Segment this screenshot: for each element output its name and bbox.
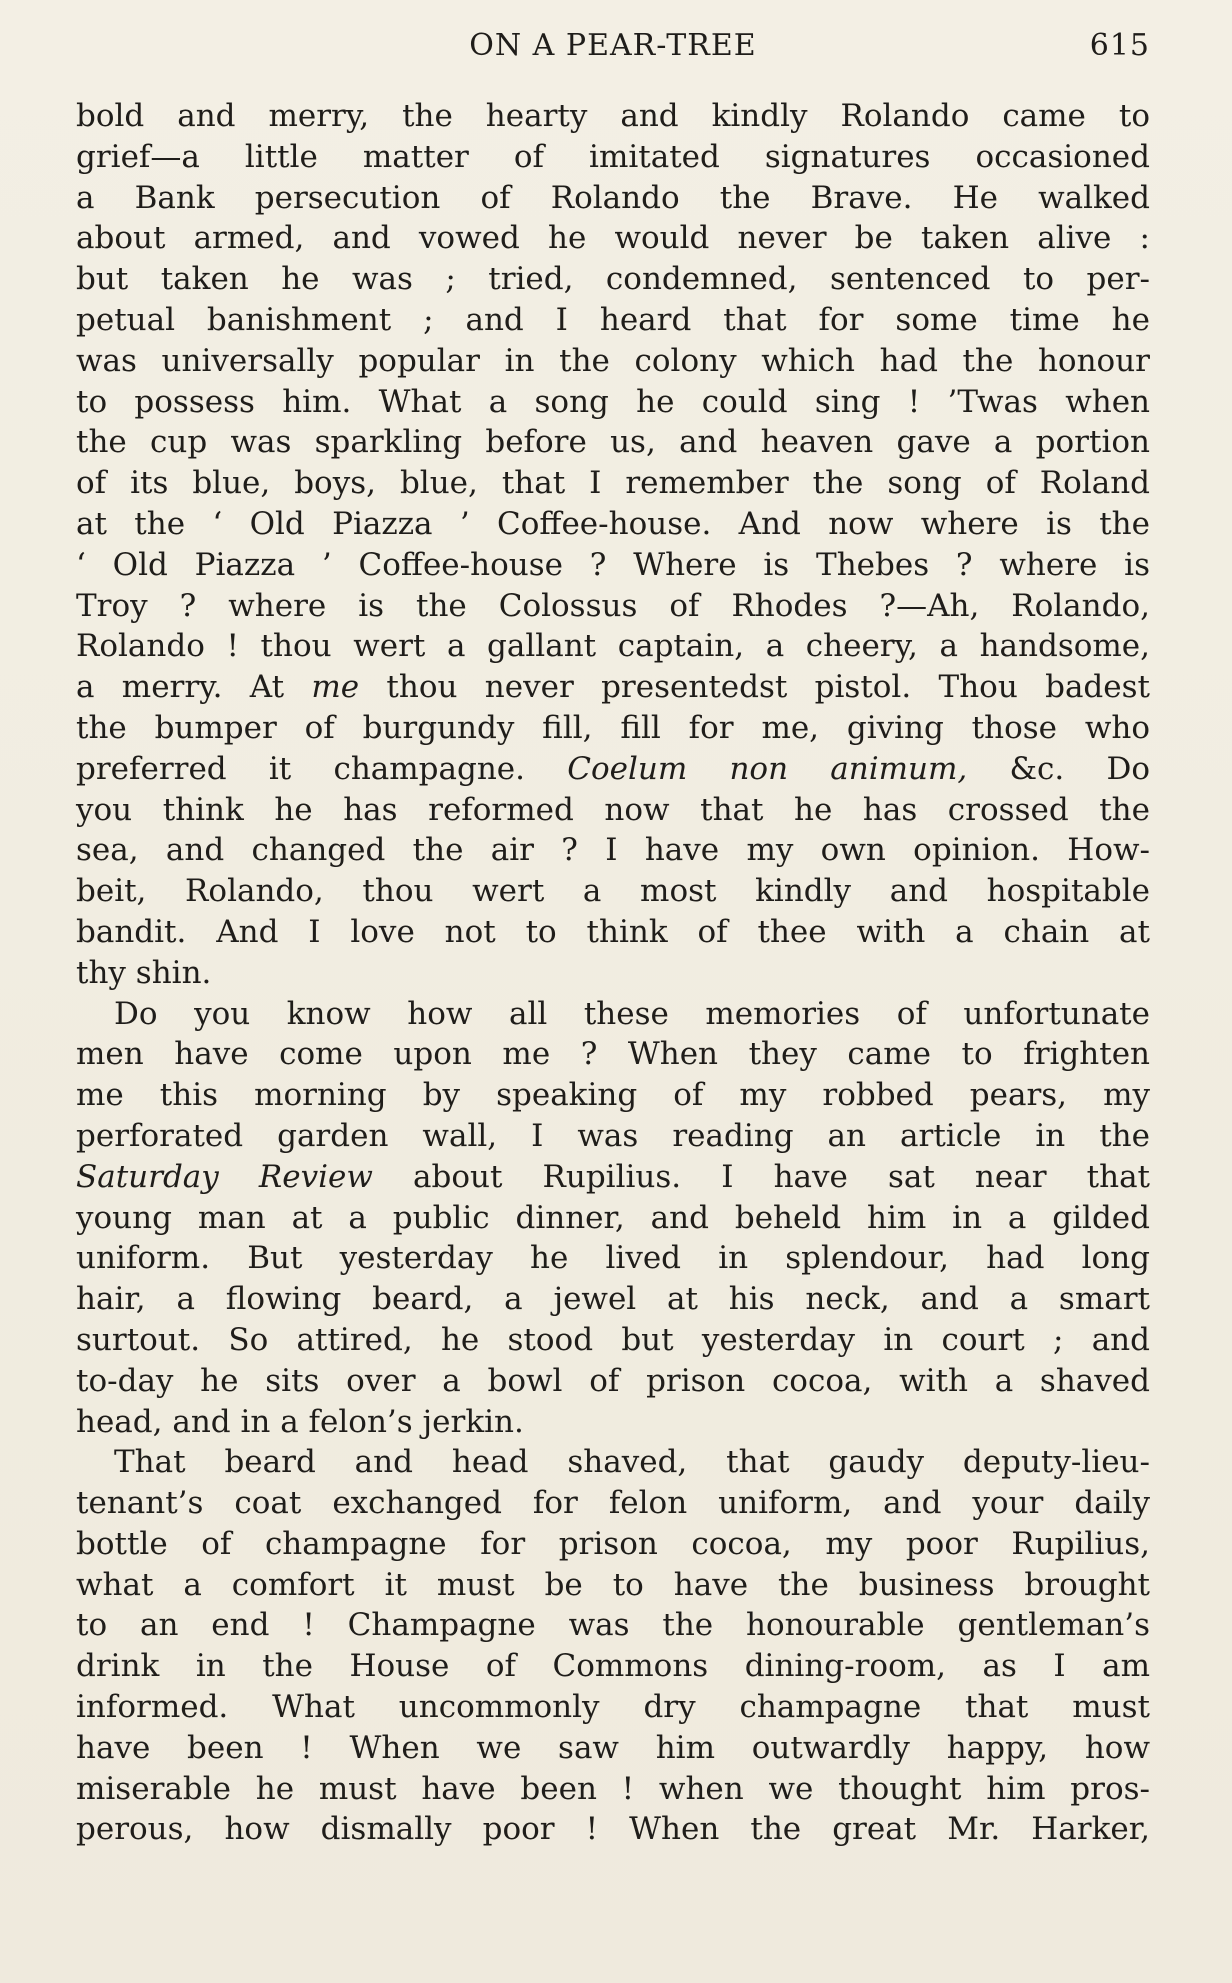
text-run: thou never presentedst pistol. Thou badest [359, 669, 1150, 706]
text-line: ‘ Old Piazza ’ Coffee-house ? Where is Thebes ? where is [76, 546, 1150, 583]
text-line: was universally popular in the colony which had the honour [76, 342, 1150, 379]
text-line: bold and merry, the hearty and kindly Rolando came to [76, 98, 1150, 134]
text-line: That beard and head shaved, that gaudy deputy-lieu- [114, 1444, 1150, 1481]
text-line: to-day he sits over a bowl of prison cocoa, with a shaved [76, 1362, 1150, 1399]
text-line: Rolando ! thou wert a gallant captain, a cheery, a handsome, [76, 628, 1150, 665]
page-number: 615 [1089, 28, 1150, 63]
text-line: the cup was sparkling before us, and heaven gave a portion [76, 424, 1150, 461]
text-line [76, 749, 1150, 790]
text-run: &c. Do [967, 750, 1150, 787]
italic-text: Coelum non animum, [567, 750, 968, 787]
text-line: drink in the House of Commons dining-room, as I am [76, 1648, 1150, 1685]
text-line: thy shin. [76, 954, 212, 991]
text-line: young man at a public dinner, and beheld him in a gilded [76, 1199, 1150, 1236]
text-line [76, 1157, 1150, 1198]
text-line: informed. What uncommonly dry champagne that must [76, 1689, 1150, 1726]
text-line: to an end ! Champagne was the honourable gentleman’s [76, 1607, 1150, 1644]
body-text [76, 96, 1150, 1850]
text-line: petual banishment ; and I heard that for some time he [76, 301, 1150, 338]
text-line: perforated garden wall, I was reading an article in the [76, 1117, 1150, 1154]
text-line: head, and in a felon’s jerkin. [76, 1403, 524, 1440]
text-line: tenant’s coat exchanged for felon uniform, and your daily [76, 1485, 1150, 1522]
text-line: uniform. But yesterday he lived in splendour, had long [76, 1240, 1150, 1277]
text-line: have been ! When we saw him outwardly happy, how [76, 1729, 1150, 1766]
text-line: what a comfort it must be to have the business brought [76, 1566, 1150, 1603]
text-line: beit, Rolando, thou wert a most kindly and hospitable [76, 873, 1150, 910]
text-line: but taken he was ; tried, condemned, sentenced to per- [76, 261, 1150, 298]
text-line: surtout. So attired, he stood but yesterday in court ; and [76, 1321, 1150, 1358]
text-run: about Rupilius. I have sat near that [372, 1158, 1151, 1195]
text-line: of its blue, boys, blue, that I remember the song of Roland [76, 465, 1150, 502]
text-line: miserable he must have been ! when we thought him pros- [76, 1770, 1150, 1807]
italic-text: me [311, 669, 360, 706]
text-line: Do you know how all these memories of unfortunate [114, 995, 1150, 1032]
text-line: bandit. And I love not to think of thee with a chain at [76, 913, 1150, 950]
text-line: you think he has reformed now that he has crossed the [76, 791, 1150, 828]
italic-text: Saturday Review [76, 1158, 373, 1195]
running-title: ON A PEAR-TREE [469, 28, 757, 63]
text-line: the bumper of burgundy fill, fill for me, giving those who [76, 709, 1150, 746]
text-line: Troy ? where is the Colossus of Rhodes ?—Ah, Rolando, [76, 587, 1150, 624]
text-run: preferred it champagne. [76, 750, 568, 787]
text-line: about armed, and vowed he would never be taken alive : [76, 220, 1150, 257]
text-line [76, 667, 1150, 708]
text-line: hair, a flowing beard, a jewel at his neck, and a smart [76, 1281, 1150, 1318]
text-run: a merry. At [76, 669, 312, 706]
text-line: to possess him. What a song he could sing ! ’Twas when [76, 383, 1150, 420]
text-line: grief—a little matter of imitated signatures occasioned [76, 138, 1150, 175]
text-line: a Bank persecution of Rolando the Brave. He walked [76, 179, 1150, 216]
text-line: perous, how dismally poor ! When the great Mr. Harker, [76, 1811, 1150, 1848]
text-line: at the ‘ Old Piazza ’ Coffee-house. And now where is the [76, 505, 1150, 542]
text-line: bottle of champagne for prison cocoa, my poor Rupilius, [76, 1525, 1150, 1562]
text-line: me this morning by speaking of my robbed pears, my [76, 1077, 1150, 1114]
text-line: sea, and changed the air ? I have my own opinion. How- [76, 832, 1150, 869]
text-line: men have come upon me ? When they came to frighten [76, 1036, 1150, 1073]
running-header [76, 24, 1150, 68]
